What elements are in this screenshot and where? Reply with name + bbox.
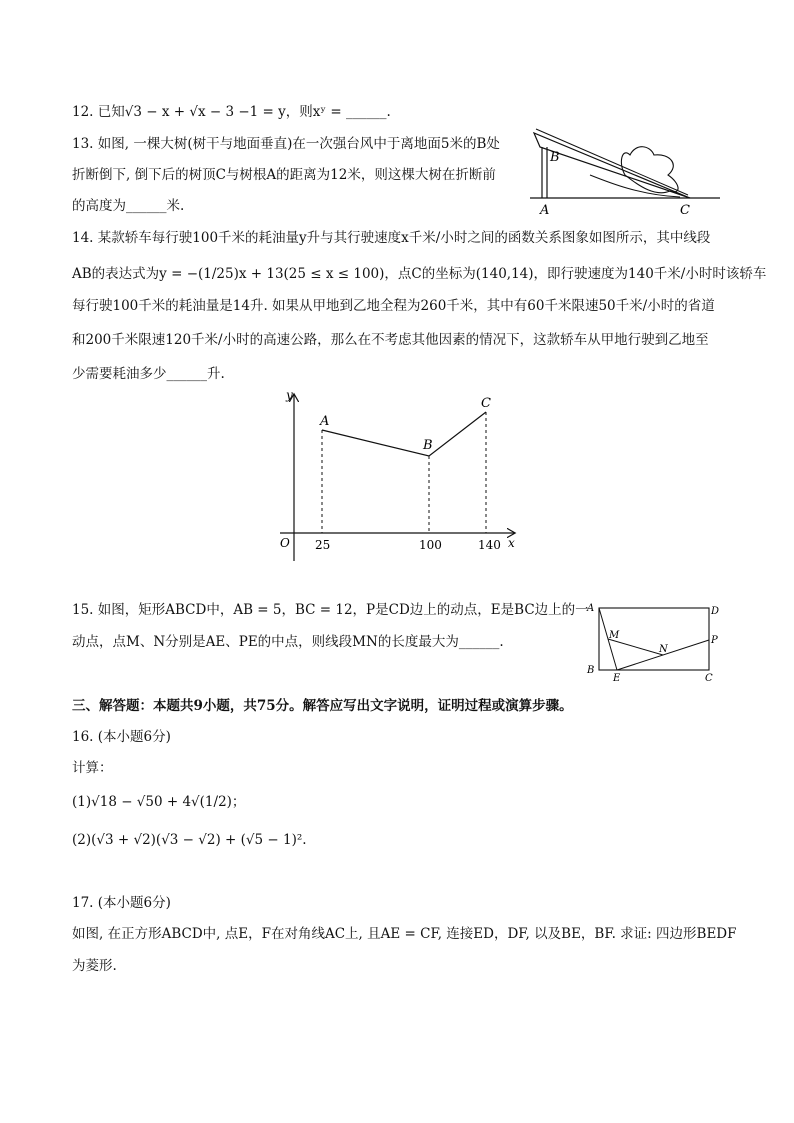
label-x: x — [508, 536, 515, 550]
segment-MN — [608, 639, 663, 655]
tick-25: 25 — [315, 538, 331, 552]
label-B: B — [550, 150, 560, 165]
label-C: C — [481, 396, 491, 411]
label-D: D — [711, 606, 720, 617]
q16-part-2: (2)(√3 + √2)(√3 − √2) + (√5 − 1)². — [72, 832, 307, 848]
label-B: B — [423, 438, 433, 453]
q13-line-2: 折断倒下, 倒下后的树顶C与树根A的距离为12米，则这棵大树在折断前 — [72, 167, 496, 183]
label-A: A — [540, 203, 550, 218]
q14-graph — [270, 385, 530, 565]
q16-calc-label: 计算： — [72, 760, 113, 776]
tick-140: 140 — [478, 538, 501, 552]
label-B: B — [587, 665, 595, 676]
label-C: C — [705, 673, 713, 682]
label-N: N — [659, 644, 668, 655]
label-E: E — [613, 673, 621, 682]
label-P: P — [711, 635, 718, 646]
q14-line-4: 和200千米限速120千米/小时的高速公路，那么在不考虑其他因素的情况下，这款轿车从甲地行驶到乙地至 — [72, 332, 709, 348]
label-M: M — [609, 630, 620, 641]
q15-rectangle-figure — [584, 600, 724, 682]
q14-line-1: 14. 某款轿车每行驶100千米的耗油量y升与其行驶速度x千米/小时之间的函数关系图象如图所示，其中线段 — [72, 230, 711, 246]
label-A: A — [320, 414, 330, 429]
q16-title: 16. (本小题6分) — [72, 729, 171, 745]
graph-polyline — [322, 412, 486, 456]
q12-text: 12. 已知√3 − x + √x − 3 −1 = y，则xʸ = ______. — [72, 104, 391, 120]
q13-line-1: 13. 如图, 一棵大树(树干与地面垂直)在一次强台风中于离地面5米的B处 — [72, 136, 500, 152]
section-3-heading: 三、解答题：本题共9小题，共75分。解答应写出文字说明，证明过程或演算步骤。 — [72, 698, 573, 714]
q15-line-1: 15. 如图，矩形ABCD中，AB = 5，BC = 12，P是CD边上的动点，E是BC边上的一 — [72, 602, 589, 618]
q17-title: 17. (本小题6分) — [72, 895, 171, 911]
q13-line-3: 的高度为______米. — [72, 198, 185, 214]
label-O: O — [280, 536, 290, 550]
label-C: C — [680, 203, 690, 218]
q17-line-2: 为菱形. — [72, 958, 117, 974]
q13-tree-figure — [530, 125, 725, 220]
q16-part-1: (1)√18 − √50 + 4√(1/2)； — [72, 794, 246, 810]
q17-line-1: 如图, 在正方形ABCD中, 点E，F在对角线AC上, 且AE = CF, 连接ED，DF, 以及BE，BF. 求证: 四边形BEDF — [72, 926, 737, 942]
q14-line-3: 每行驶100千米的耗油量是14升. 如果从甲地到乙地全程为260千米，其中有60千米限速50千米/小时的省道 — [72, 298, 715, 314]
fallen-trunk — [534, 133, 690, 198]
q14-line-5: 少需要耗油多少______升. — [72, 366, 225, 382]
q14-line-2: AB的表达式为y = −(1/25)x + 13(25 ≤ x ≤ 100)，点C的坐标为(140,14)，即行驶速度为140千米/小时时该轿车 — [72, 266, 767, 282]
tick-100: 100 — [419, 538, 442, 552]
label-A: A — [587, 603, 595, 614]
q15-line-2: 动点，点M、N分别是AE、PE的中点，则线段MN的长度最大为______. — [72, 634, 504, 650]
label-y: y — [286, 388, 293, 402]
